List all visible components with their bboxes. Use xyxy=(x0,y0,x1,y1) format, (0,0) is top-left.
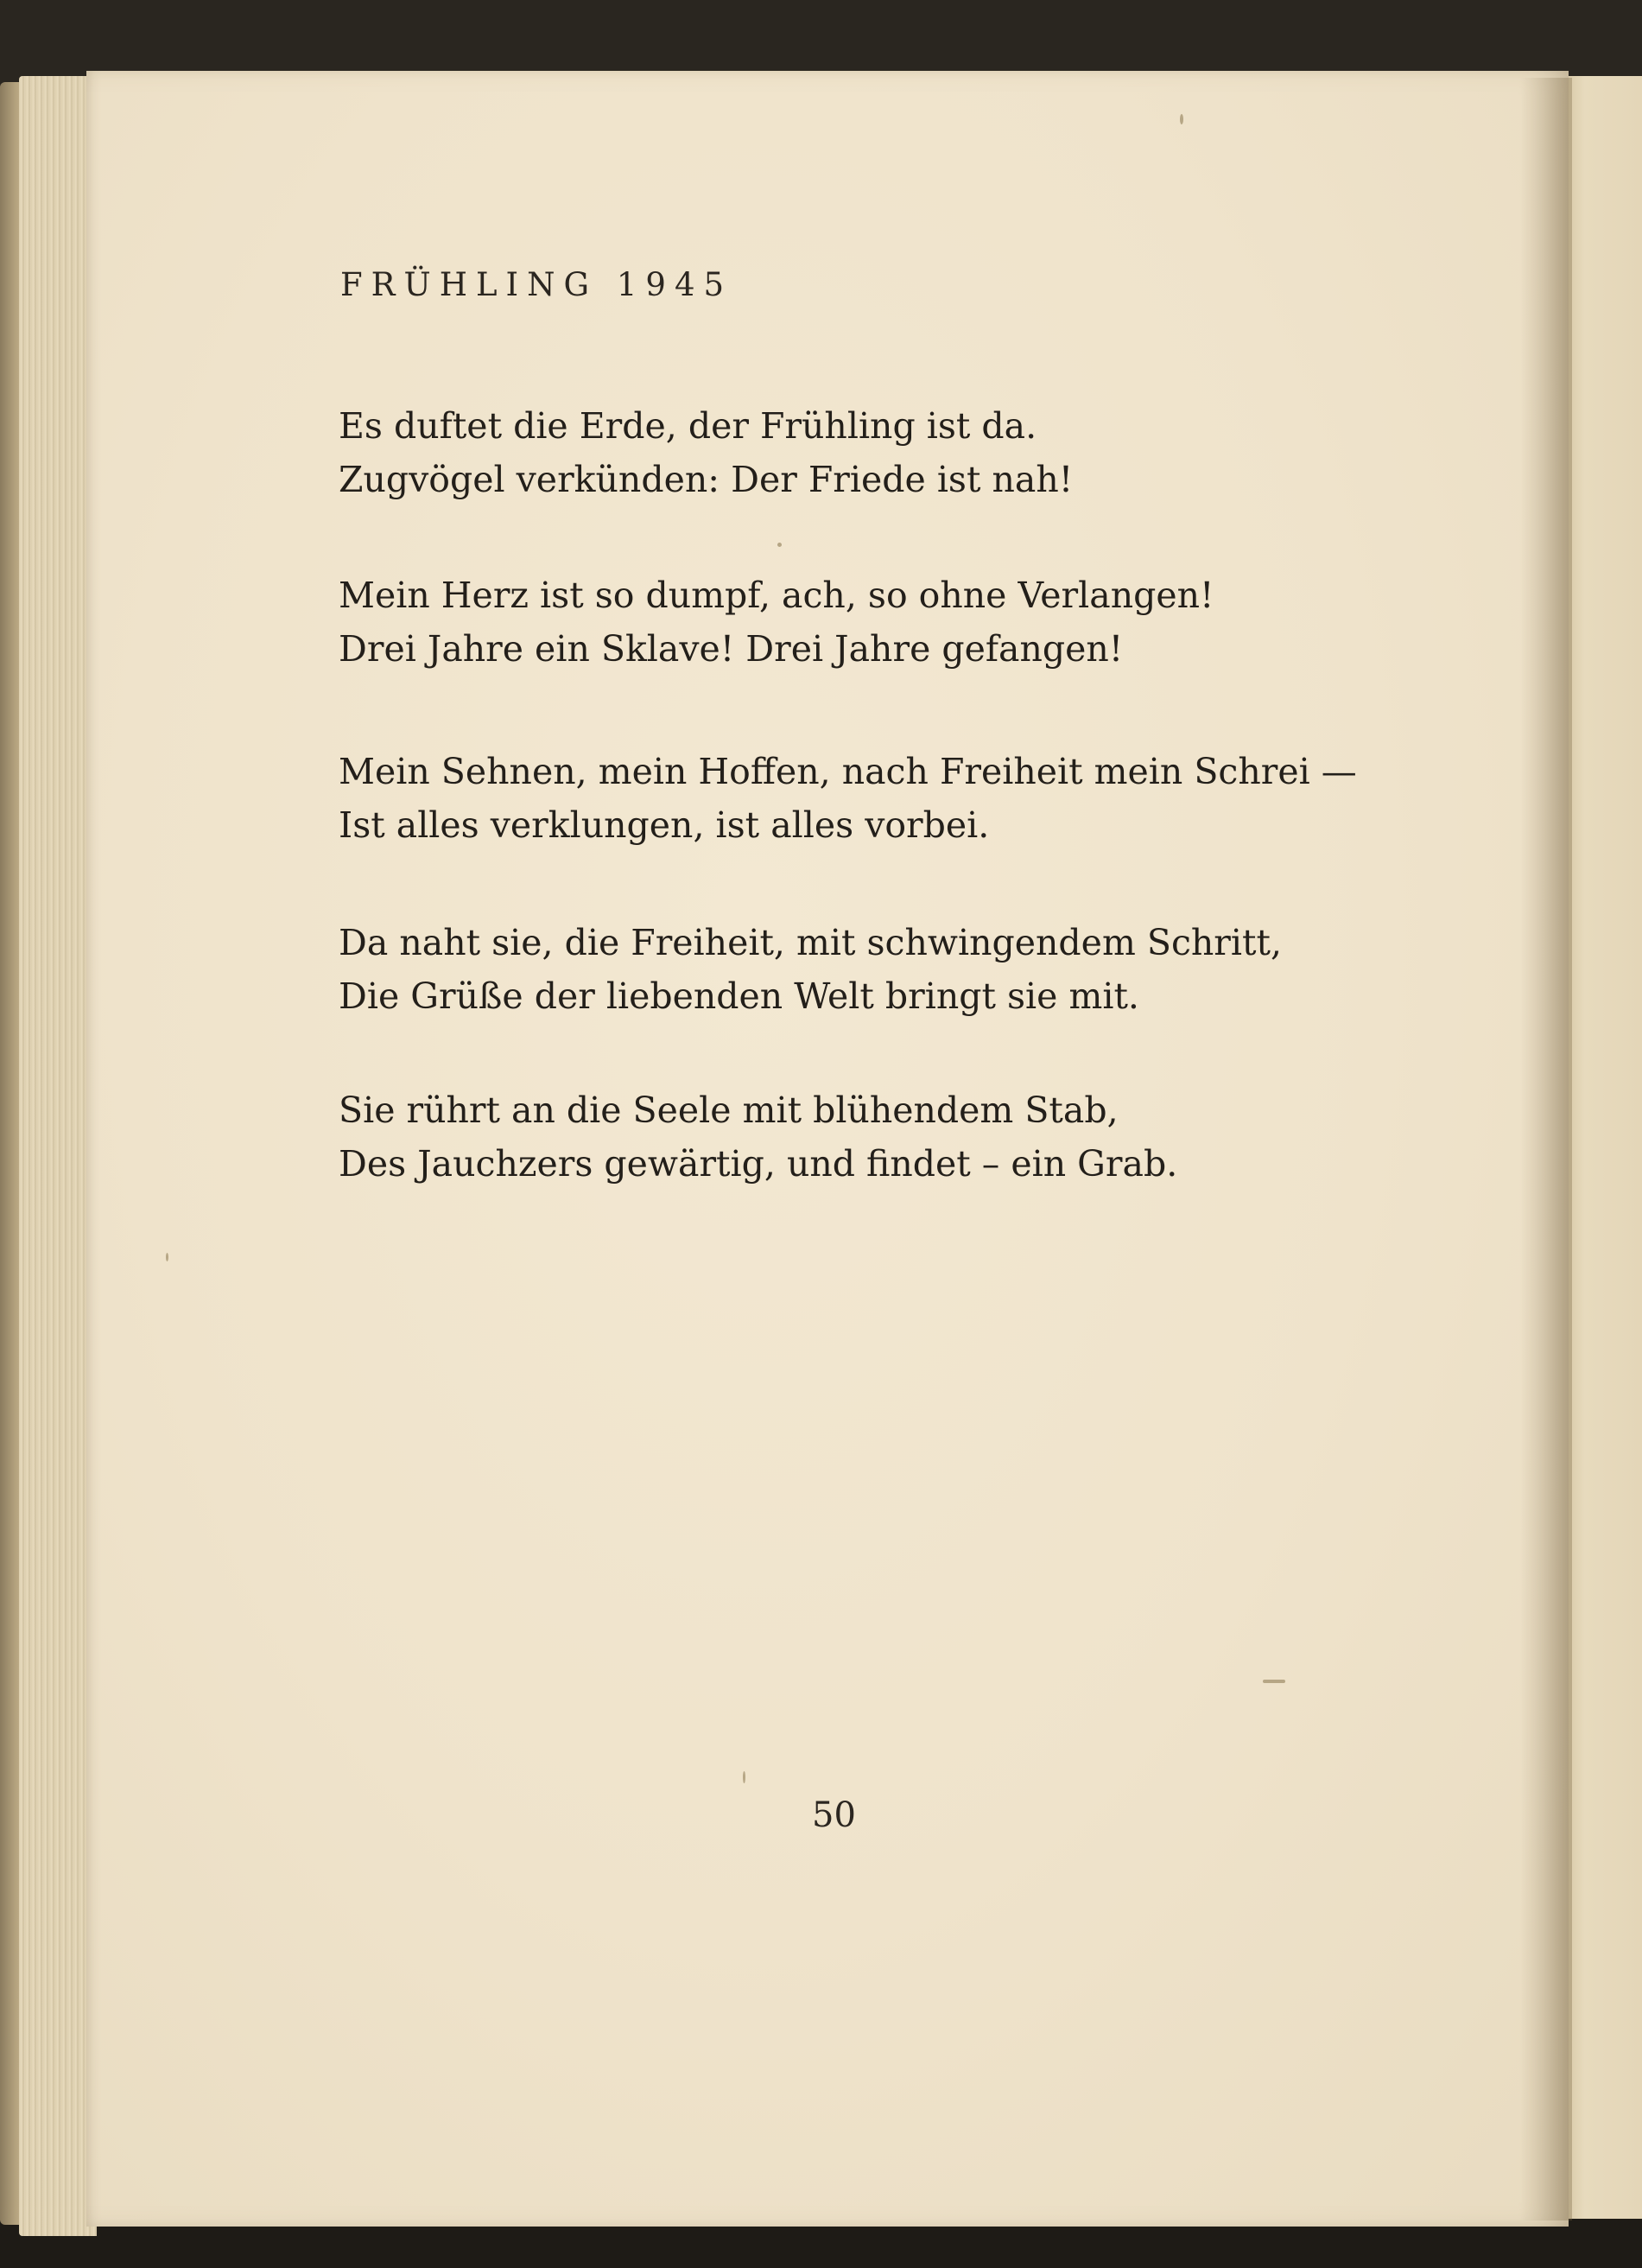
stanza xyxy=(339,916,1282,1023)
stanza xyxy=(339,399,1073,506)
paper-speck xyxy=(743,1771,745,1783)
verse-line: Drei Jahre ein Sklave! Drei Jahre gefangen! xyxy=(339,628,1124,670)
gutter-shadow xyxy=(1520,78,1572,2220)
verse-line: Des Jauchzers gewärtig, und findet – ein Grab. xyxy=(339,1143,1178,1185)
poem-title: FRÜHLING 1945 xyxy=(340,266,733,303)
verse-line: Da naht sie, die Freiheit, mit schwingendem Schritt, xyxy=(339,922,1283,963)
verse-line: Sie rührt an die Seele mit blühendem Stab, xyxy=(339,1090,1119,1131)
verse-line: Es duftet die Erde, der Frühling ist da. xyxy=(339,405,1037,447)
stanza xyxy=(339,569,1214,676)
page-stack-edge xyxy=(19,76,97,2236)
verse-line: Die Grüße der liebenden Welt bringt sie mit. xyxy=(339,975,1139,1017)
stanza xyxy=(339,1083,1177,1191)
paper-speck xyxy=(1180,114,1183,124)
page-number: 50 xyxy=(812,1795,856,1835)
verse-line: Mein Sehnen, mein Hoffen, nach Freiheit mein Schrei — xyxy=(339,751,1357,792)
paper-speck xyxy=(166,1253,168,1261)
paper-speck xyxy=(777,543,782,547)
verse-line: Zugvögel verkünden: Der Friede ist nah! xyxy=(339,459,1074,500)
stanza xyxy=(339,745,1357,852)
verse-line: Mein Herz ist so dumpf, ach, so ohne Verlangen! xyxy=(339,575,1214,616)
paper-speck xyxy=(1263,1680,1285,1683)
verse-line: Ist alles verklungen, ist alles vorbei. xyxy=(339,804,990,846)
